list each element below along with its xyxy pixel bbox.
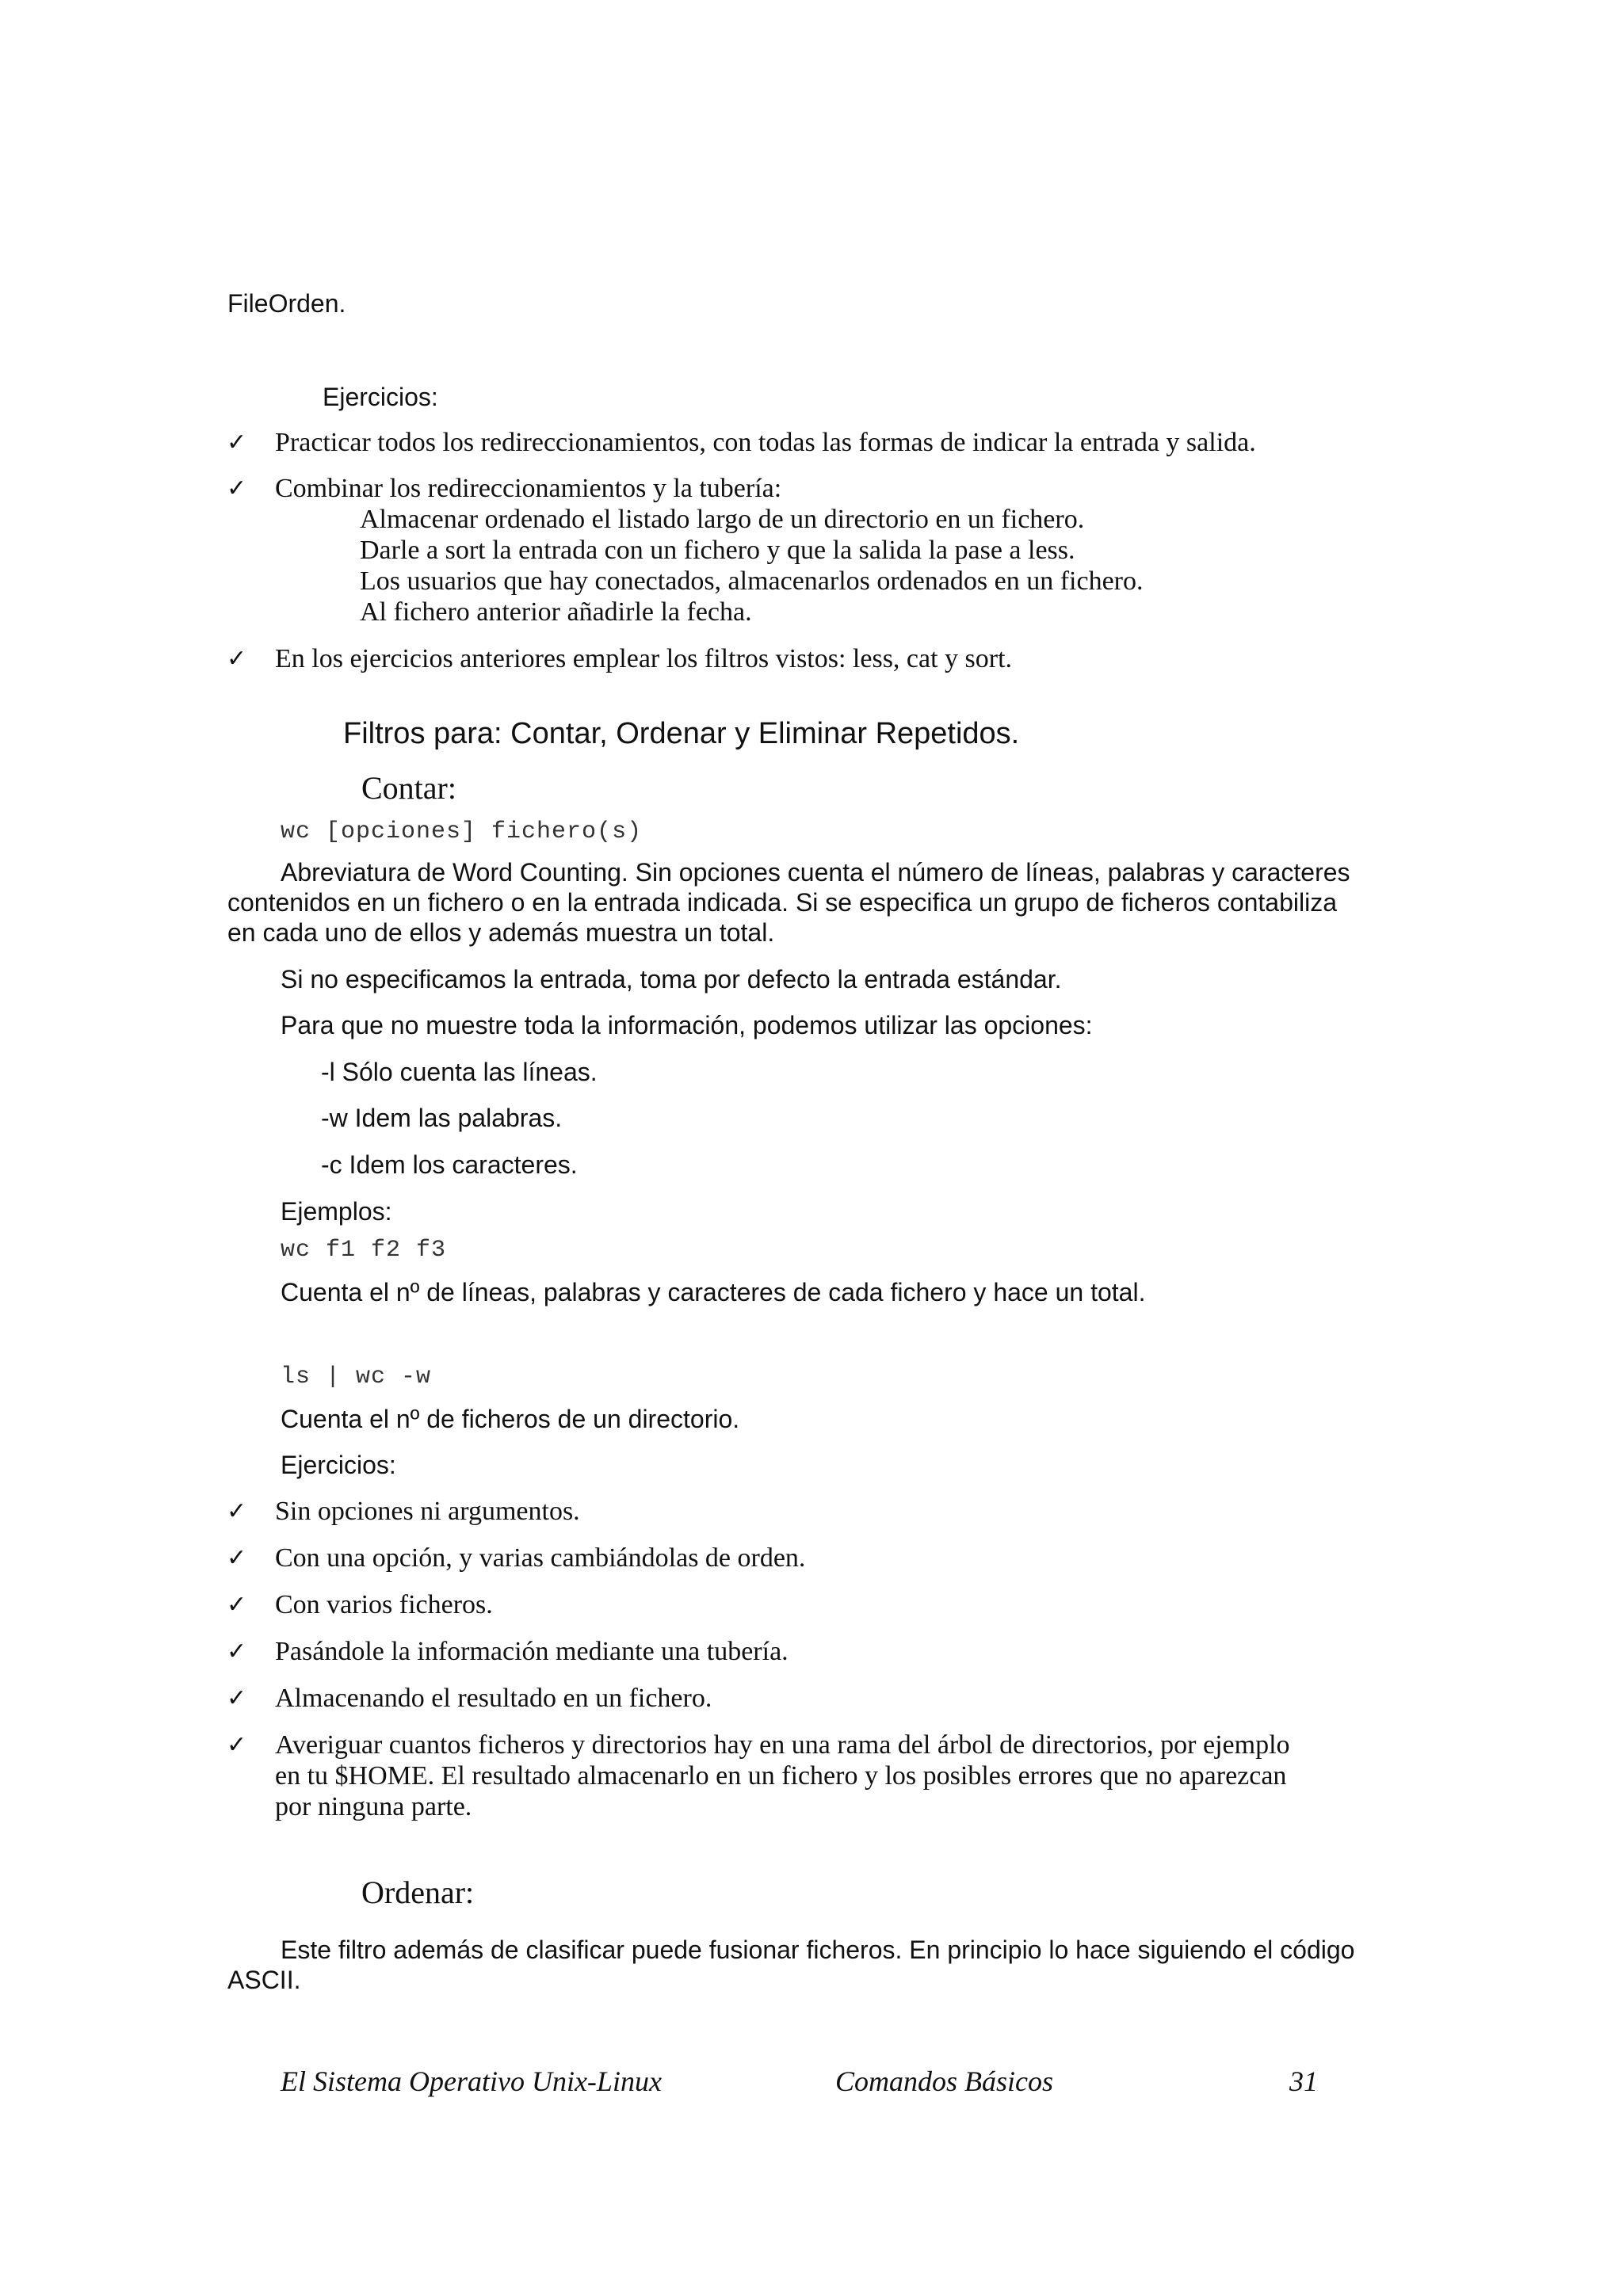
default-input-note: Si no especificamos la entrada, toma por defecto la entrada estándar.	[281, 965, 1062, 994]
exercises-title: Ejercicios:	[281, 1451, 396, 1479]
exercise-item: Combinar los redireccionamientos y la tubería:	[275, 474, 782, 503]
checkmark-icon: ✓	[227, 475, 247, 502]
contar-description	[227, 857, 1350, 948]
exercise-item-continued: en tu $HOME. El resultado almacenarlo en un fichero y los posibles errores que no aparezcan	[275, 1761, 1287, 1791]
exercise-item: Practicar todos los redireccionamientos, con todas las formas de indicar la entrada y salida.	[275, 428, 1256, 457]
footer-chapter-title: Comandos Básicos	[835, 2065, 1054, 2097]
checkmark-icon: ✓	[227, 1731, 247, 1759]
options-intro: Para que no muestre toda la información, podemos utilizar las opciones:	[281, 1011, 1093, 1039]
paragraph-line: contenidos en un fichero o en la entrada indicada. Si se especifica un grupo de ficheros contabiliza	[227, 888, 1338, 917]
exercises-title: Ejercicios:	[323, 383, 438, 411]
exercise-item-continued: por ninguna parte.	[275, 1792, 472, 1821]
footer-page-number: 31	[1289, 2065, 1318, 2097]
subsection-title-ordenar: Ordenar:	[361, 1875, 475, 1910]
example-description: Cuenta el nº de líneas, palabras y caracteres de cada fichero y hace un total.	[281, 1278, 1146, 1306]
exercise-item: Pasándole la información mediante una tubería.	[275, 1637, 789, 1666]
paragraph-line: Este filtro además de clasificar puede fusionar ficheros. En principio lo hace siguiendo el código	[281, 1936, 1355, 1964]
command-syntax: wc [opciones] fichero(s)	[281, 818, 643, 845]
checkmark-icon: ✓	[227, 1497, 247, 1525]
example-code: ls | wc -w	[281, 1363, 432, 1390]
ordenar-description	[227, 1935, 1354, 1995]
checkmark-icon: ✓	[227, 1591, 247, 1619]
paragraph-line: ASCII.	[227, 1966, 301, 1994]
continued-text: FileOrden.	[227, 289, 346, 318]
checkmark-icon: ✓	[227, 1638, 247, 1665]
checkmark-icon: ✓	[227, 1684, 247, 1712]
subsection-title-contar: Contar:	[361, 770, 456, 806]
option-l: -l Sólo cuenta las líneas.	[321, 1058, 598, 1086]
paragraph-line: Abreviatura de Word Counting. Sin opciones cuenta el número de líneas, palabras y caracteres	[281, 858, 1350, 887]
section-heading: Filtros para: Contar, Ordenar y Eliminar Repetidos.	[343, 717, 1020, 750]
exercise-subitem: Al fichero anterior añadirle la fecha.	[360, 597, 752, 627]
exercise-item: Con varios ficheros.	[275, 1590, 493, 1619]
exercise-item: Sin opciones ni argumentos.	[275, 1497, 580, 1526]
checkmark-icon: ✓	[227, 429, 247, 456]
exercise-subitem: Almacenar ordenado el listado largo de un directorio en un fichero.	[360, 505, 1085, 534]
option-w: -w Idem las palabras.	[321, 1104, 563, 1132]
paragraph-line: en cada uno de ellos y además muestra un total.	[227, 918, 775, 947]
footer-book-title: El Sistema Operativo Unix-Linux	[281, 2065, 662, 2097]
exercise-subitem: Los usuarios que hay conectados, almacenarlos ordenados en un fichero.	[360, 566, 1144, 596]
example-code: wc f1 f2 f3	[281, 1237, 447, 1264]
checkmark-icon: ✓	[227, 645, 247, 673]
checkmark-icon: ✓	[227, 1544, 247, 1572]
exercise-subitem: Darle a sort la entrada con un fichero y que la salida la pase a less.	[360, 536, 1075, 565]
exercise-item: En los ejercicios anteriores emplear los filtros vistos: less, cat y sort.	[275, 644, 1013, 673]
exercise-item: Averiguar cuantos ficheros y directorios hay en una rama del árbol de directorios, por ejemplo	[275, 1730, 1290, 1760]
exercise-item: Almacenando el resultado en un fichero.	[275, 1684, 712, 1713]
examples-title: Ejemplos:	[281, 1197, 392, 1226]
option-c: -c Idem los caracteres.	[321, 1150, 578, 1179]
exercise-item: Con una opción, y varias cambiándolas de orden.	[275, 1543, 806, 1573]
example-description: Cuenta el nº de ficheros de un directorio.	[281, 1405, 740, 1433]
